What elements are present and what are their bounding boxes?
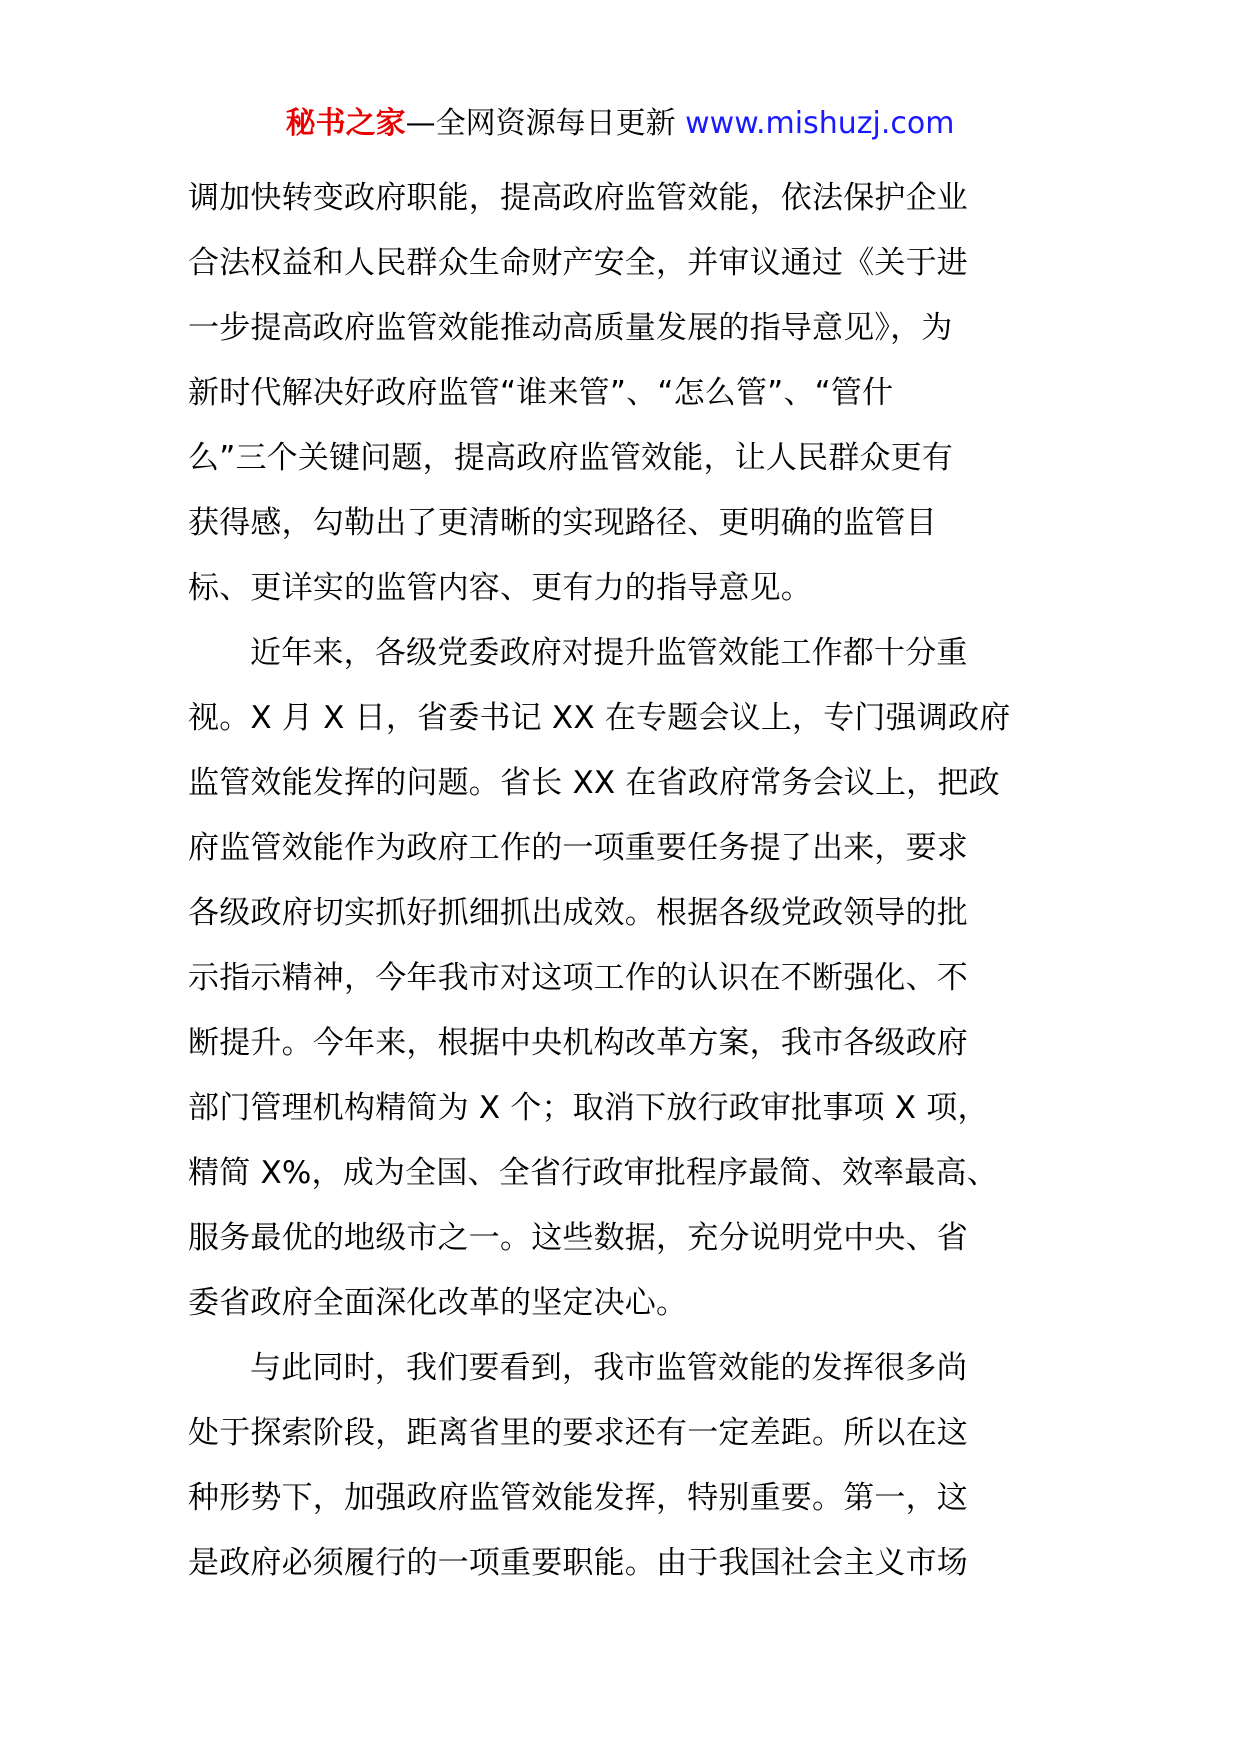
text-line: 各级政府切实抓好抓细抓出成效。根据各级党政领导的批 xyxy=(188,895,968,931)
paragraph-3 xyxy=(188,1336,1058,1596)
text-line: 部门管理机构精简为 X 个；取消下放行政审批事项 X 项， xyxy=(188,1090,989,1126)
text-line: 断提升。今年来，根据中央机构改革方案，我市各级政府 xyxy=(188,1025,968,1061)
text-line: 示指示精神，今年我市对这项工作的认识在不断强化、不 xyxy=(188,960,968,996)
text-line: 近年来，各级党委政府对提升监管效能工作都十分重 xyxy=(250,635,968,671)
site-brand: 秘书之家 xyxy=(285,106,406,141)
text-line: 府监管效能作为政府工作的一项重要任务提了出来，要求 xyxy=(188,830,968,866)
text-line: 获得感，勾勒出了更清晰的实现路径、更明确的监管目 xyxy=(188,505,937,541)
text-line: 委省政府全面深化改革的坚定决心。 xyxy=(188,1285,688,1321)
text-line: 精简 X%，成为全国、全省行政审批程序最简、效率最高、 xyxy=(188,1155,998,1191)
text-line: 么”三个关键问题，提高政府监管效能，让人民群众更有 xyxy=(188,440,954,476)
text-line: 处于探索阶段，距离省里的要求还有一定差距。所以在这 xyxy=(188,1415,968,1451)
site-url-link[interactable]: www.mishuzj.com xyxy=(685,106,955,141)
text-line: 新时代解决好政府监管“谁来管”、“怎么管”、“管什 xyxy=(188,375,894,411)
text-line: 标、更详实的监管内容、更有力的指导意见。 xyxy=(188,570,812,606)
text-line: 种形势下，加强政府监管效能发挥，特别重要。第一，这 xyxy=(188,1480,968,1516)
document-body xyxy=(188,166,1058,1596)
text-line: 与此同时，我们要看到，我市监管效能的发挥很多尚 xyxy=(250,1350,968,1386)
text-line: 调加快转变政府职能，提高政府监管效能，依法保护企业 xyxy=(188,180,968,216)
text-line: 视。X 月 X 日，省委书记 XX 在专题会议上，专门强调政府 xyxy=(188,700,1011,736)
text-line: 一步提高政府监管效能推动高质量发展的指导意见》，为 xyxy=(188,310,953,346)
paragraph-2 xyxy=(188,621,1058,1336)
text-line: 是政府必须履行的一项重要职能。由于我国社会主义市场 xyxy=(188,1545,968,1581)
site-slogan: —全网资源每日更新 xyxy=(405,106,676,141)
text-line: 监管效能发挥的问题。省长 XX 在省政府常务会议上，把政 xyxy=(188,765,1000,801)
site-header xyxy=(0,100,1240,148)
paragraph-1 xyxy=(188,166,1058,621)
text-line: 合法权益和人民群众生命财产安全，并审议通过《关于进 xyxy=(188,245,968,281)
text-line: 服务最优的地级市之一。这些数据，充分说明党中央、省 xyxy=(188,1220,968,1256)
